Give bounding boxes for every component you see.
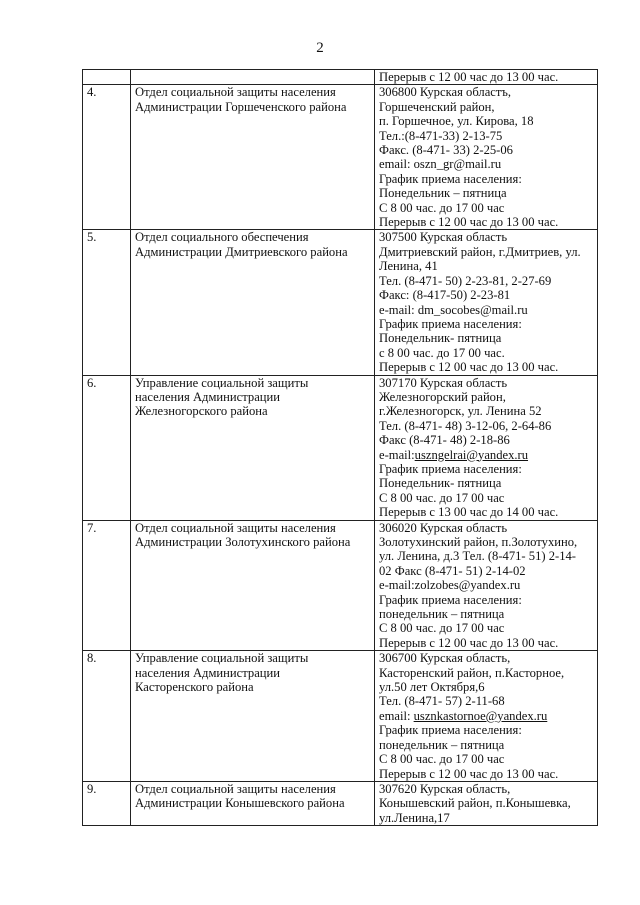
- break-hours-line: Перерыв с 12 00 час до 13 00 час.: [379, 360, 559, 375]
- address-line: Горшеченский район,: [379, 99, 495, 114]
- department-name-line: Управление социальной защиты: [135, 375, 309, 390]
- department-name-cell: [131, 85, 375, 230]
- address-line: 306020 Курская область: [379, 520, 508, 535]
- contact-cell: [375, 70, 598, 85]
- phone-line: Тел. (8-471- 57) 2-11-68: [379, 694, 505, 709]
- schedule-days: Понедельник- пятница: [379, 331, 502, 346]
- address-line: п. Горшечное, ул. Кирова, 18: [379, 114, 534, 129]
- page-number: 2: [316, 40, 324, 56]
- contact-cell: [375, 85, 598, 230]
- table-row: [83, 781, 598, 825]
- break-hours-line: Перерыв с 13 00 час до 14 00 час.: [379, 505, 559, 520]
- email-link[interactable]: uszngelrai@yandex.ru: [414, 447, 529, 462]
- row-number-cell: [83, 70, 131, 85]
- row-number-cell: 7.: [83, 520, 131, 651]
- table-row: [83, 85, 598, 230]
- address-line: Ленина, 41: [379, 259, 438, 274]
- table-row-continuation: [83, 70, 598, 85]
- address-line: Золотухинский район, п.Золотухино,: [379, 535, 578, 549]
- department-name-line: Управление социальной защиты: [135, 651, 309, 666]
- address-line: Конышевский район, п.Конышевка,: [379, 796, 571, 811]
- table-row: [83, 520, 598, 651]
- schedule-hours: С 8 00 час. до 17 00 час: [379, 200, 505, 215]
- schedule-title: График приема населения:: [379, 171, 522, 186]
- address-line: ул.50 лет Октября,6: [379, 680, 485, 695]
- row-number-cell: 4.: [83, 85, 131, 230]
- phone-fax-line: 02 Факс (8-471- 51) 2-14-02: [379, 563, 526, 578]
- fax-line: Факс (8-471- 48) 2-18-86: [379, 433, 510, 448]
- department-name-cell: [131, 375, 375, 520]
- email-line: e-mail:zolzobes@yandex.ru: [379, 578, 521, 593]
- schedule-days: Понедельник- пятница: [379, 476, 502, 491]
- break-hours-line: Перерыв с 12 00 час до 13 00 час.: [379, 70, 559, 84]
- department-name-line: Отдел социальной защиты населения: [135, 781, 336, 796]
- phone-line: Тел. (8-471- 48) 3-12-06, 2-64-86: [379, 418, 552, 433]
- department-name-line: Администрации Дмитриевского района: [135, 244, 348, 259]
- address-line: Касторенский район, п.Касторное,: [379, 665, 565, 680]
- row-number-cell: 9.: [83, 781, 131, 825]
- phone-line: Тел.:(8-471-33) 2-13-75: [379, 128, 503, 143]
- offices-table: [82, 69, 598, 826]
- table-row: [83, 230, 598, 375]
- email-label: email:: [379, 708, 414, 723]
- schedule-title: График приема населения:: [379, 592, 522, 607]
- schedule-days: понедельник – пятница: [379, 607, 505, 622]
- schedule-hours: С 8 00 час. до 17 00 час: [379, 490, 505, 505]
- department-name-line: населения Администрации: [135, 389, 281, 404]
- contact-cell: [375, 781, 598, 825]
- department-name-line: населения Администрации: [135, 665, 281, 680]
- fax-line: Факс. (8-471- 33) 2-25-06: [379, 143, 513, 158]
- break-hours-line: Перерыв с 12 00 час до 13 00 час.: [379, 766, 559, 781]
- schedule-title: График приема населения:: [379, 316, 522, 331]
- address-line: 306800 Курская областъ,: [379, 85, 512, 100]
- email-line: [379, 709, 594, 723]
- schedule-hours: с 8 00 час. до 17 00 час.: [379, 345, 505, 360]
- fax-line: Факс: (8-417-50) 2-23-81: [379, 288, 511, 303]
- contact-cell: [375, 230, 598, 375]
- contact-cell: [375, 520, 598, 651]
- department-name-cell: [131, 781, 375, 825]
- contact-cell: [375, 651, 598, 782]
- schedule-hours: С 8 00 час. до 17 00 час: [379, 621, 505, 636]
- department-name-line: Администрации Золотухинского района: [135, 535, 351, 549]
- address-line: Железногорский район,: [379, 389, 506, 404]
- email-line: [379, 448, 594, 462]
- schedule-title: График приема населения:: [379, 461, 522, 476]
- email-line: email: oszn_gr@mail.ru: [379, 157, 502, 172]
- department-name-line: Администрации Горшеченского района: [135, 99, 347, 114]
- address-line: 307500 Курская область: [379, 230, 508, 245]
- department-name-line: Железногорского района: [135, 404, 268, 419]
- address-line: Дмитриевский район, г.Дмитриев, ул.: [379, 244, 581, 259]
- contact-cell: [375, 375, 598, 520]
- address-line: 307620 Курская область,: [379, 781, 511, 796]
- department-name-line: Отдел социального обеспечения: [135, 230, 309, 245]
- schedule-title: График приема населения:: [379, 723, 522, 738]
- table-row: [83, 375, 598, 520]
- address-line: 306700 Курская область,: [379, 651, 511, 666]
- department-name-cell: [131, 230, 375, 375]
- row-number-cell: 5.: [83, 230, 131, 375]
- address-line: ул.Ленина,17: [379, 810, 450, 825]
- table-row: [83, 651, 598, 782]
- row-number-cell: 8.: [83, 651, 131, 782]
- break-hours-line: Перерыв с 12 00 час до 13 00 час.: [379, 215, 559, 230]
- department-name-cell: [131, 520, 375, 651]
- address-phone-line: ул. Ленина, д.3 Тел. (8-471- 51) 2-14-: [379, 549, 576, 564]
- schedule-days: понедельник – пятница: [379, 737, 505, 752]
- address-line: г.Железногорск, ул. Ленина 52: [379, 404, 542, 419]
- break-hours-line: Перерыв с 12 00 час до 13 00 час.: [379, 635, 559, 650]
- row-number-cell: 6.: [83, 375, 131, 520]
- email-line: e-mail: dm_socobes@mail.ru: [379, 302, 528, 317]
- schedule-days: Понедельник – пятница: [379, 186, 507, 201]
- email-link[interactable]: usznkastornoe@yandex.ru: [413, 708, 548, 723]
- schedule-hours: С 8 00 час. до 17 00 час: [379, 752, 505, 767]
- department-name-line: Отдел социальной защиты населения: [135, 85, 336, 100]
- department-name-line: Отдел социальной защиты населения: [135, 520, 336, 535]
- department-name-cell: [131, 70, 375, 85]
- email-label: e-mail:: [379, 447, 415, 462]
- address-line: 307170 Курская область: [379, 375, 508, 390]
- department-name-line: Касторенского района: [135, 680, 254, 695]
- department-name-cell: [131, 651, 375, 782]
- department-name-line: Администрации Конышевского района: [135, 796, 345, 811]
- phone-line: Тел. (8-471- 50) 2-23-81, 2-27-69: [379, 273, 552, 288]
